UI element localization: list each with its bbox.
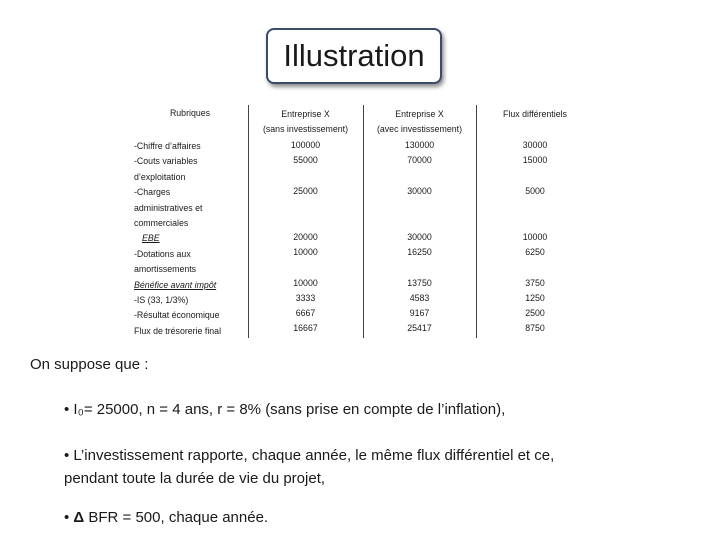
col2-value: 30000 — [407, 186, 432, 196]
bullet-item — [64, 506, 694, 529]
rubrique-is: -IS (33, 1/3%) — [134, 295, 189, 306]
header-col1-line2: (sans investissement) — [262, 124, 349, 134]
header-col1-line1: Entreprise X — [281, 109, 330, 119]
col1-value: 100000 — [290, 140, 321, 150]
comparison-table — [132, 105, 594, 338]
col2-value: 4583 — [409, 293, 430, 303]
col3-value: 8750 — [525, 323, 545, 333]
col2-value: 13750 — [407, 278, 432, 288]
col2-value: 70000 — [407, 155, 432, 165]
col3-value: 2500 — [525, 308, 545, 318]
col3-value: 15000 — [522, 155, 548, 165]
bullet-marker: • — [64, 401, 74, 418]
header-col3: Flux différentiels — [503, 109, 567, 119]
col3-value: 1250 — [525, 293, 545, 303]
rubrique-benefice: Bénéfice avant impôt — [134, 279, 217, 290]
col2-value: 25417 — [407, 323, 432, 333]
intro-text: On suppose que : — [30, 356, 149, 373]
rubrique-flux-final: Flux de trésorerie final — [134, 325, 222, 336]
bullet-item — [64, 398, 694, 421]
rubrique-resultat: -Résultat économique — [134, 310, 220, 321]
bullet-text: I₀= 25000, n = 4 ans, r = 8% (sans prise en compte de l’inflation), — [73, 401, 506, 418]
column-avec-investissement — [363, 105, 477, 338]
col3-value: 30000 — [522, 140, 548, 150]
page-title: Illustration — [283, 38, 425, 73]
header-col2-line1: Entreprise X — [395, 109, 444, 119]
rubrique-couts-variables-cont: d’exploitation — [134, 171, 186, 182]
bullet-item — [64, 444, 694, 490]
rubrique-ebe: EBE — [142, 233, 160, 244]
bullet-marker: • — [64, 447, 74, 464]
col1-value: 16667 — [293, 323, 318, 333]
col1-value: 10000 — [293, 278, 318, 288]
delta-symbol: Δ — [73, 509, 85, 526]
rubriques-column — [132, 105, 249, 338]
col2-value: 16250 — [407, 247, 432, 257]
col3-value: 10000 — [522, 232, 548, 242]
bullet-text: BFR = 500, chaque année. — [84, 509, 269, 526]
col1-value: 3333 — [295, 293, 316, 303]
rubriques-header: Rubriques — [169, 108, 211, 118]
col3-value: 3750 — [525, 278, 545, 288]
column-flux-differentiels — [476, 105, 594, 338]
rubrique-couts-variables: -Couts variables — [134, 156, 198, 167]
bullet-text: L’investissement rapporte, chaque année, le même flux différentiel et ce, — [73, 447, 555, 464]
col3-value: 5000 — [525, 186, 545, 196]
rubrique-charges: -Charges — [134, 187, 171, 198]
rubrique-dotations-cont: amortissements — [134, 264, 197, 275]
col3-value: 6250 — [525, 247, 545, 257]
rubriques-list — [134, 139, 246, 339]
rubrique-charges-cont2: commerciales — [134, 218, 189, 229]
column-sans-investissement — [248, 105, 364, 338]
rubrique-dotations: -Dotations aux — [134, 248, 191, 259]
col1-value: 6667 — [295, 308, 316, 318]
col2-value: 130000 — [404, 140, 435, 150]
bullet-text-continuation: pendant toute la durée de vie du projet, — [64, 470, 326, 487]
bullet-marker: • — [64, 509, 74, 526]
col2-value: 9167 — [409, 308, 430, 318]
rubrique-chiffre-affaires: -Chiffre d’affaires — [134, 141, 201, 151]
col1-value: 55000 — [293, 155, 318, 165]
col1-value: 20000 — [293, 232, 318, 242]
col1-value: 25000 — [293, 186, 318, 196]
header-col2-line2: (avec investissement) — [376, 124, 463, 134]
rubrique-charges-cont: administratives et — [134, 202, 203, 213]
col2-value: 30000 — [407, 232, 432, 242]
col1-value: 10000 — [293, 247, 318, 257]
title-box — [266, 28, 442, 84]
